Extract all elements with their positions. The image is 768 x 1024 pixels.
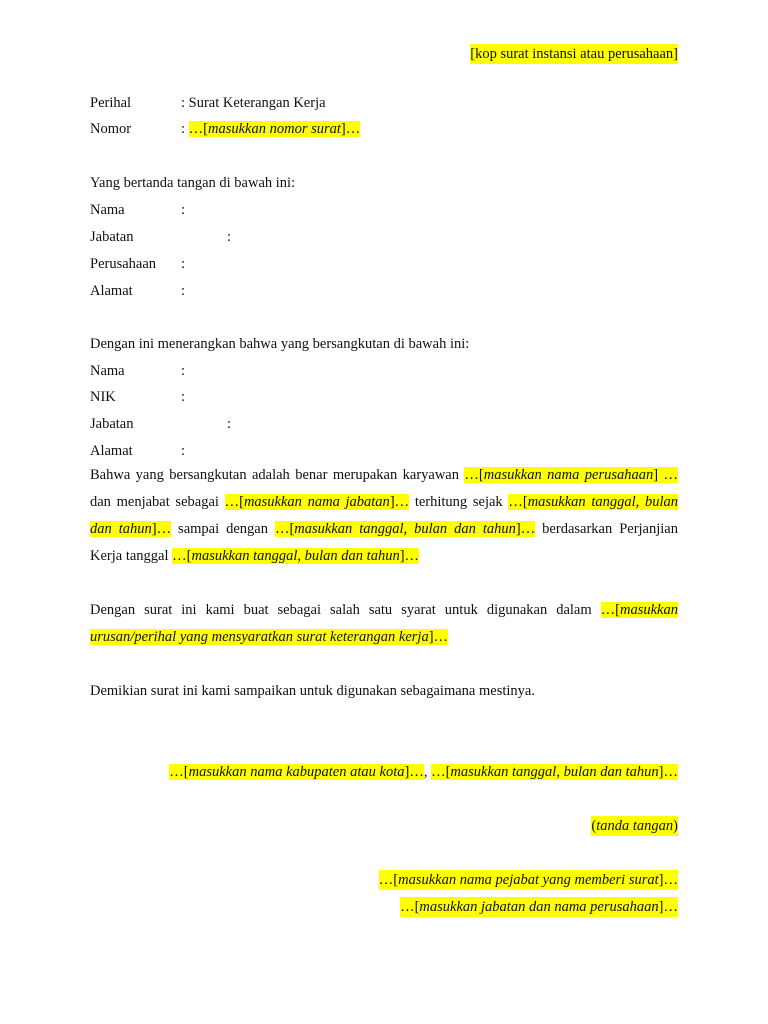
start-date-placeholder: …[masukkan tanggal, bulan dan tahun]… <box>90 494 678 537</box>
letterhead-placeholder: [kop surat instansi atau perusahaan] <box>470 46 678 62</box>
official-position-placeholder: …[masukkan jabatan dan nama perusahaan]… <box>400 899 678 915</box>
place-date-line: …[masukkan nama kabupaten atau kota]…, …[masukkan tanggal, bulan dan tahun]… <box>169 764 678 780</box>
nomor-label: Nomor <box>90 121 132 137</box>
employee-alamat-colon: : <box>181 443 186 459</box>
signer-jabatan-label: Jabatan <box>90 229 134 245</box>
signer-perusahaan-colon: : <box>181 256 186 272</box>
employee-nik-label: NIK <box>90 389 116 405</box>
employee-nama-label: Nama <box>90 363 125 379</box>
employee-nama-colon: : <box>181 363 186 379</box>
nomor-value: : …[masukkan nomor surat]… <box>181 121 361 137</box>
position-placeholder: …[masukkan nama jabatan]… <box>224 494 410 510</box>
signer-nama-colon: : <box>181 202 186 218</box>
employee-intro: Dengan ini menerangkan bahwa yang bersangkutan di bawah ini: <box>90 336 470 352</box>
employment-statement-paragraph: Bahwa yang bersangkutan adalah benar merupakan karyawan …[masukkan nama perusahaan] … dan menjabat sebagai …[masukkan nama jabatan]… terhitung sejak …[masukkan tanggal, bulan dan tahun]… sampai dengan …[masukkan tanggal, bulan dan tahun]… berdasarkan Perjanjian Kerja tanggal …[masukkan tanggal, bulan dan tahun]… <box>90 467 678 564</box>
nomor-placeholder: …[masukkan nomor surat]… <box>188 121 361 137</box>
end-date-placeholder: …[masukkan tanggal, bulan dan tahun]… <box>274 521 536 537</box>
signature-placeholder: (tanda tangan) <box>591 818 678 834</box>
signer-nama-label: Nama <box>90 202 125 218</box>
employee-nik-colon: : <box>181 389 186 405</box>
company-name-placeholder: …[masukkan nama perusahaan] … <box>464 467 678 483</box>
purpose-placeholder: …[masukkan urusan/perihal yang mensyaratkan surat keterangan kerja]… <box>90 602 678 645</box>
perihal-value: : Surat Keterangan Kerja <box>181 95 326 111</box>
signer-intro: Yang bertanda tangan di bawah ini: <box>90 175 296 191</box>
letter-date-placeholder: …[masukkan tanggal, bulan dan tahun]… <box>431 764 678 780</box>
perihal-label: Perihal <box>90 95 132 111</box>
official-name-placeholder: …[masukkan nama pejabat yang memberi surat]… <box>378 872 678 888</box>
employee-jabatan-colon: : <box>227 416 232 432</box>
signer-alamat-colon: : <box>181 283 186 299</box>
employee-alamat-label: Alamat <box>90 443 133 459</box>
employee-jabatan-label: Jabatan <box>90 416 134 432</box>
signer-perusahaan-label: Perusahaan <box>90 256 157 272</box>
closing-sentence: Demikian surat ini kami sampaikan untuk digunakan sebagaimana mestinya. <box>90 683 535 699</box>
signer-jabatan-colon: : <box>227 229 232 245</box>
city-placeholder: …[masukkan nama kabupaten atau kota]… <box>169 764 424 780</box>
signer-alamat-label: Alamat <box>90 283 133 299</box>
purpose-paragraph: Dengan surat ini kami buat sebagai salah satu syarat untuk digunakan dalam …[masukkan urusan/perihal yang mensyaratkan surat keterangan kerja]… <box>90 602 678 645</box>
contract-date-placeholder: …[masukkan tanggal, bulan dan tahun]… <box>172 548 420 564</box>
